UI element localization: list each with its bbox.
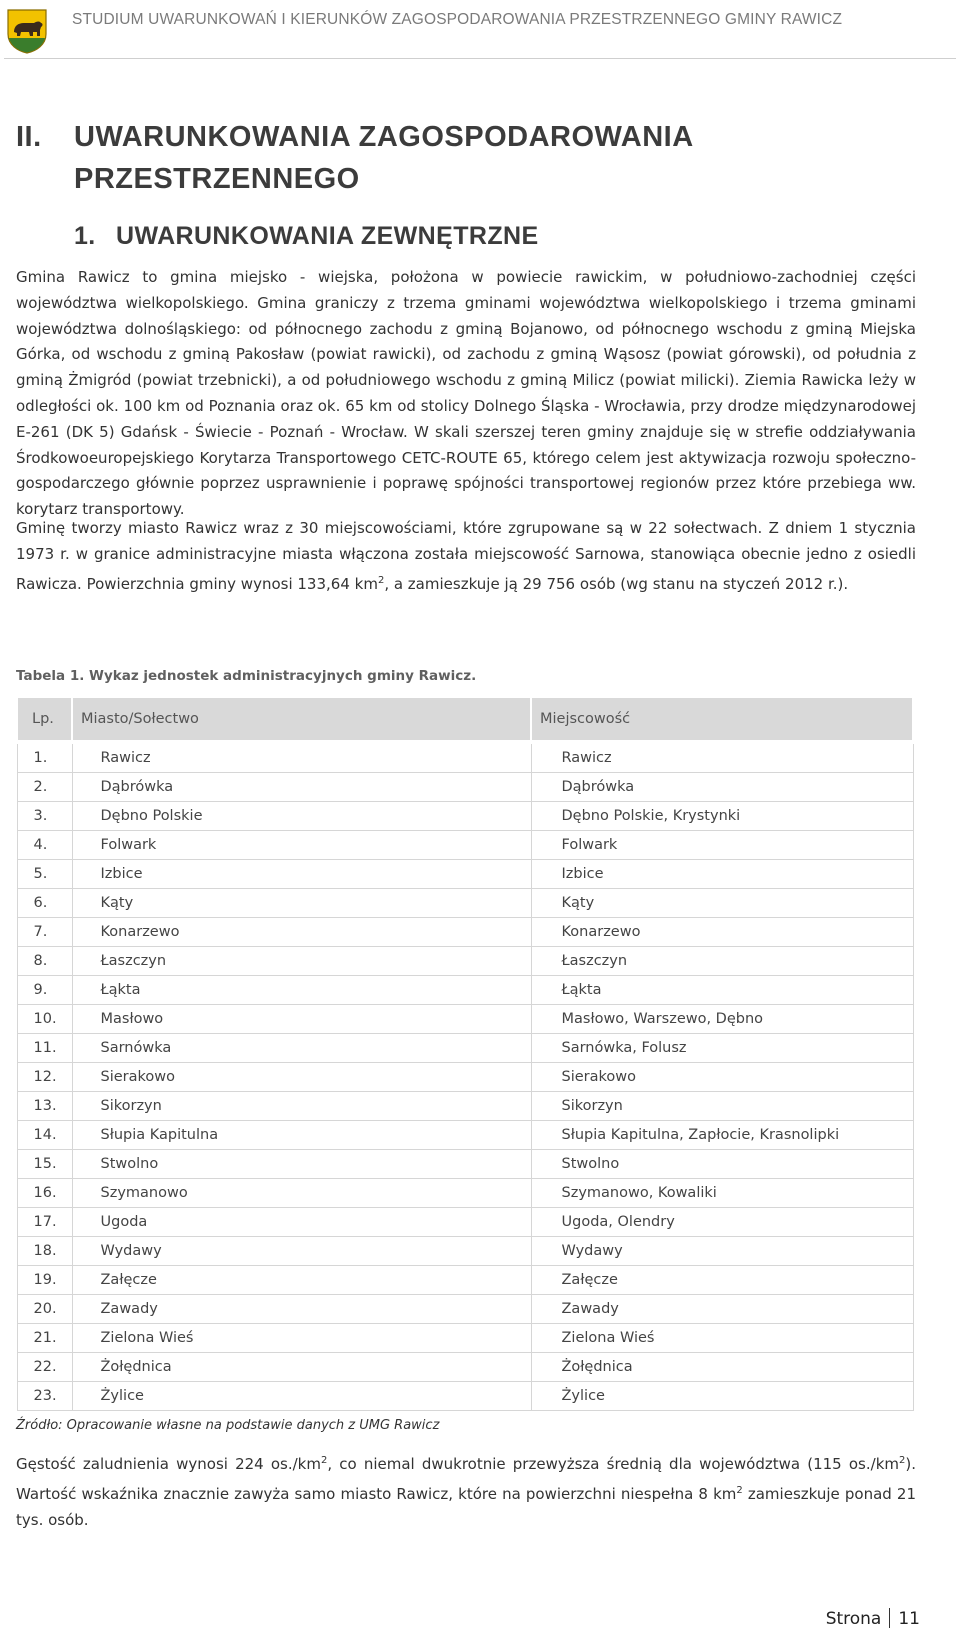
paragraph-location: Gmina Rawicz to gmina miejsko - wiejska, położona w powiecie rawickim, w południowo-zachodniej części województwa wielkopolskiego. Gmina graniczy z trzema gminami województwa wielkopolskiego i trzema gminami województwa dolnośląskiego: od północnego zachodu z gminą Bojanowo, od północnego wschodu z gminą Miejska Górka, od wschodu z gminą Pakosław (powiat rawicki), od zachodu z gminą Wąsosz (powiat górowski), od południa z gminą Żmigród (powiat trzebnicki), a od południowego wschodu z gminą Milicz (powiat milicki). Ziemia Rawicka leży w odległości ok. 100 km od Poznania oraz ok. 65 km od stolicy Dolnego Śląska - Wrocławia, przy drodze międzynarodowej E-261 (DK 5) Gdańsk - Świecie - Poznań - Wrocław. W skali szerszej teren gminy znajduje się w strefie oddziaływania Środkowoeuropejskiego Korytarza Transportowego CETC-ROUTE 65, którego celem jest aktywizacja rozwoju społeczno-gospodarczego głównie poprzez usprawnienie i poprawę spójności transportowej regionów przez które przebiega ww. korytarz transportowy. (16, 268, 916, 519)
admin-units-table (16, 696, 914, 1411)
cell-miasto-solectwo: Dębno Polskie (72, 802, 531, 831)
cell-lp: 9. (17, 976, 72, 1005)
cell-lp: 19. (17, 1266, 72, 1295)
table-row (17, 802, 913, 831)
footer-separator (889, 1608, 890, 1628)
table-row (17, 976, 913, 1005)
cell-miejscowosc: Masłowo, Warszewo, Dębno (531, 1005, 913, 1034)
cell-miasto-solectwo: Dąbrówka (72, 773, 531, 802)
table-row (17, 1208, 913, 1237)
cell-miasto-solectwo: Słupia Kapitulna (72, 1121, 531, 1150)
cell-miasto-solectwo: Załęcze (72, 1266, 531, 1295)
cell-miejscowosc: Izbice (531, 860, 913, 889)
table-body (17, 742, 913, 1411)
table-row (17, 1005, 913, 1034)
paragraph-density-text-2: , co niemal dwukrotnie przewyższa średnią dla województwa (115 os./km (327, 1455, 899, 1473)
table-row (17, 889, 913, 918)
cell-miasto-solectwo: Szymanowo (72, 1179, 531, 1208)
cell-miejscowosc: Dębno Polskie, Krystynki (531, 802, 913, 831)
cell-miasto-solectwo: Sikorzyn (72, 1092, 531, 1121)
cell-miejscowosc: Zielona Wieś (531, 1324, 913, 1353)
cell-lp: 16. (17, 1179, 72, 1208)
paragraph-composition-text-end: , a zamieszkuje ją 29 756 osób (wg stanu na styczeń 2012 r.). (384, 574, 849, 593)
cell-miasto-solectwo: Izbice (72, 860, 531, 889)
table-row (17, 1063, 913, 1092)
cell-miasto-solectwo: Żylice (72, 1382, 531, 1411)
cell-lp: 3. (17, 802, 72, 831)
section-number: 1. (74, 222, 96, 250)
cell-miejscowosc: Sierakowo (531, 1063, 913, 1092)
paragraph-composition (16, 516, 916, 597)
cell-miasto-solectwo: Zielona Wieś (72, 1324, 531, 1353)
cell-lp: 13. (17, 1092, 72, 1121)
document-title: STUDIUM UWARUNKOWAŃ I KIERUNKÓW ZAGOSPODAROWANIA PRZESTRZENNEGO GMINY RAWICZ (72, 11, 843, 28)
cell-miejscowosc: Sarnówka, Folusz (531, 1034, 913, 1063)
cell-lp: 11. (17, 1034, 72, 1063)
cell-miejscowosc: Łąkta (531, 976, 913, 1005)
cell-lp: 1. (17, 742, 72, 773)
cell-miejscowosc: Ugoda, Olendry (531, 1208, 913, 1237)
cell-miejscowosc: Wydawy (531, 1237, 913, 1266)
paragraph-density-text-4: zamieszkuje ponad 21 tys. osób. (16, 1484, 916, 1529)
cell-miejscowosc: Żylice (531, 1382, 913, 1411)
cell-miejscowosc: Żołędnica (531, 1353, 913, 1382)
cell-lp: 14. (17, 1121, 72, 1150)
cell-lp: 23. (17, 1382, 72, 1411)
cell-miejscowosc: Załęcze (531, 1266, 913, 1295)
cell-lp: 2. (17, 773, 72, 802)
chapter-heading (16, 116, 916, 200)
cell-miasto-solectwo: Konarzewo (72, 918, 531, 947)
cell-lp: 22. (17, 1353, 72, 1382)
table-row (17, 742, 913, 773)
cell-miejscowosc: Sikorzyn (531, 1092, 913, 1121)
cell-miasto-solectwo: Masłowo (72, 1005, 531, 1034)
table-row (17, 1324, 913, 1353)
table-header-row (17, 697, 913, 742)
chapter-title-line2: PRZESTRZENNEGO (74, 163, 360, 195)
chapter-number: II. (16, 121, 42, 153)
superscript: 2 (736, 1484, 743, 1496)
cell-lp: 17. (17, 1208, 72, 1237)
cell-lp: 4. (17, 831, 72, 860)
cell-miejscowosc: Kąty (531, 889, 913, 918)
cell-miejscowosc: Zawady (531, 1295, 913, 1324)
cell-lp: 7. (17, 918, 72, 947)
paragraph-density (16, 1448, 916, 1533)
cell-miejscowosc: Folwark (531, 831, 913, 860)
cell-lp: 15. (17, 1150, 72, 1179)
superscript: 2 (899, 1455, 906, 1466)
cell-lp: 10. (17, 1005, 72, 1034)
cell-miejscowosc: Łaszczyn (531, 947, 913, 976)
table-row (17, 831, 913, 860)
cell-lp: 5. (17, 860, 72, 889)
page-footer (826, 1608, 920, 1629)
cell-miasto-solectwo: Łaszczyn (72, 947, 531, 976)
cell-miasto-solectwo: Ugoda (72, 1208, 531, 1237)
column-header-miejscowosc: Miejscowość (531, 697, 913, 742)
cell-miejscowosc: Stwolno (531, 1150, 913, 1179)
table-row (17, 918, 913, 947)
page-number: 11 (898, 1609, 920, 1629)
cell-miejscowosc: Rawicz (531, 742, 913, 773)
cell-miasto-solectwo: Zawady (72, 1295, 531, 1324)
cell-miasto-solectwo: Wydawy (72, 1237, 531, 1266)
cell-miasto-solectwo: Kąty (72, 889, 531, 918)
cell-miasto-solectwo: Rawicz (72, 742, 531, 773)
cell-lp: 12. (17, 1063, 72, 1092)
cell-miasto-solectwo: Sarnówka (72, 1034, 531, 1063)
table-source-note: Źródło: Opracowanie własne na podstawie danych z UMG Rawicz (16, 1418, 440, 1433)
column-header-miasto: Miasto/Sołectwo (72, 697, 531, 742)
table-caption: Tabela 1. Wykaz jednostek administracyjnych gminy Rawicz. (16, 668, 477, 684)
table-row (17, 947, 913, 976)
table-row (17, 773, 913, 802)
cell-miasto-solectwo: Sierakowo (72, 1063, 531, 1092)
cell-miejscowosc: Dąbrówka (531, 773, 913, 802)
paragraph-density-text-1: Gęstość zaludnienia wynosi 224 os./km (16, 1455, 321, 1473)
table-row (17, 1353, 913, 1382)
cell-miasto-solectwo: Żołędnica (72, 1353, 531, 1382)
table-row (17, 1295, 913, 1324)
table-row (17, 1121, 913, 1150)
table-row (17, 1092, 913, 1121)
table-row (17, 1179, 913, 1208)
page-label: Strona (825, 1609, 882, 1629)
cell-miasto-solectwo: Stwolno (72, 1150, 531, 1179)
cell-lp: 18. (17, 1237, 72, 1266)
cell-miasto-solectwo: Folwark (72, 831, 531, 860)
header-divider (4, 58, 956, 59)
table-row (17, 1034, 913, 1063)
chapter-title-line1: UWARUNKOWANIA ZAGOSPODAROWANIA (74, 121, 694, 153)
section-heading (74, 222, 539, 251)
cell-lp: 20. (17, 1295, 72, 1324)
paragraph-density-text-3: ). Wartość wskaźnika znacznie zawyża samo miasto Rawicz, które na powierzchni niespełna 8 km (16, 1455, 916, 1503)
paragraph-composition-text: Gminę tworzy miasto Rawicz wraz z 30 miejscowościami, które zgrupowane są w 22 sołectwach. Z dniem 1 stycznia 1973 r. w granice administracyjne miasta włączona została miejscowość Sarnowa, stanowiąca obecnie jedno z osiedli Rawicza. Powierzchnia gminy wynosi 133,64 km (16, 519, 916, 593)
cell-lp: 21. (17, 1324, 72, 1353)
bear-crest-icon (6, 8, 48, 54)
cell-lp: 8. (17, 947, 72, 976)
table-row (17, 1266, 913, 1295)
column-header-lp: Lp. (17, 697, 72, 742)
cell-miejscowosc: Szymanowo, Kowaliki (531, 1179, 913, 1208)
table-row (17, 860, 913, 889)
page-header (0, 0, 960, 62)
superscript: 2 (320, 1455, 328, 1466)
cell-miejscowosc: Konarzewo (531, 918, 913, 947)
table-row (17, 1382, 913, 1411)
cell-lp: 6. (17, 889, 72, 918)
table-row (17, 1237, 913, 1266)
table-row (17, 1150, 913, 1179)
cell-miasto-solectwo: Łąkta (72, 976, 531, 1005)
cell-miejscowosc: Słupia Kapitulna, Zapłocie, Krasnolipki (531, 1121, 913, 1150)
section-title: UWARUNKOWANIA ZEWNĘTRZNE (116, 222, 539, 250)
superscript: 2 (377, 574, 385, 586)
